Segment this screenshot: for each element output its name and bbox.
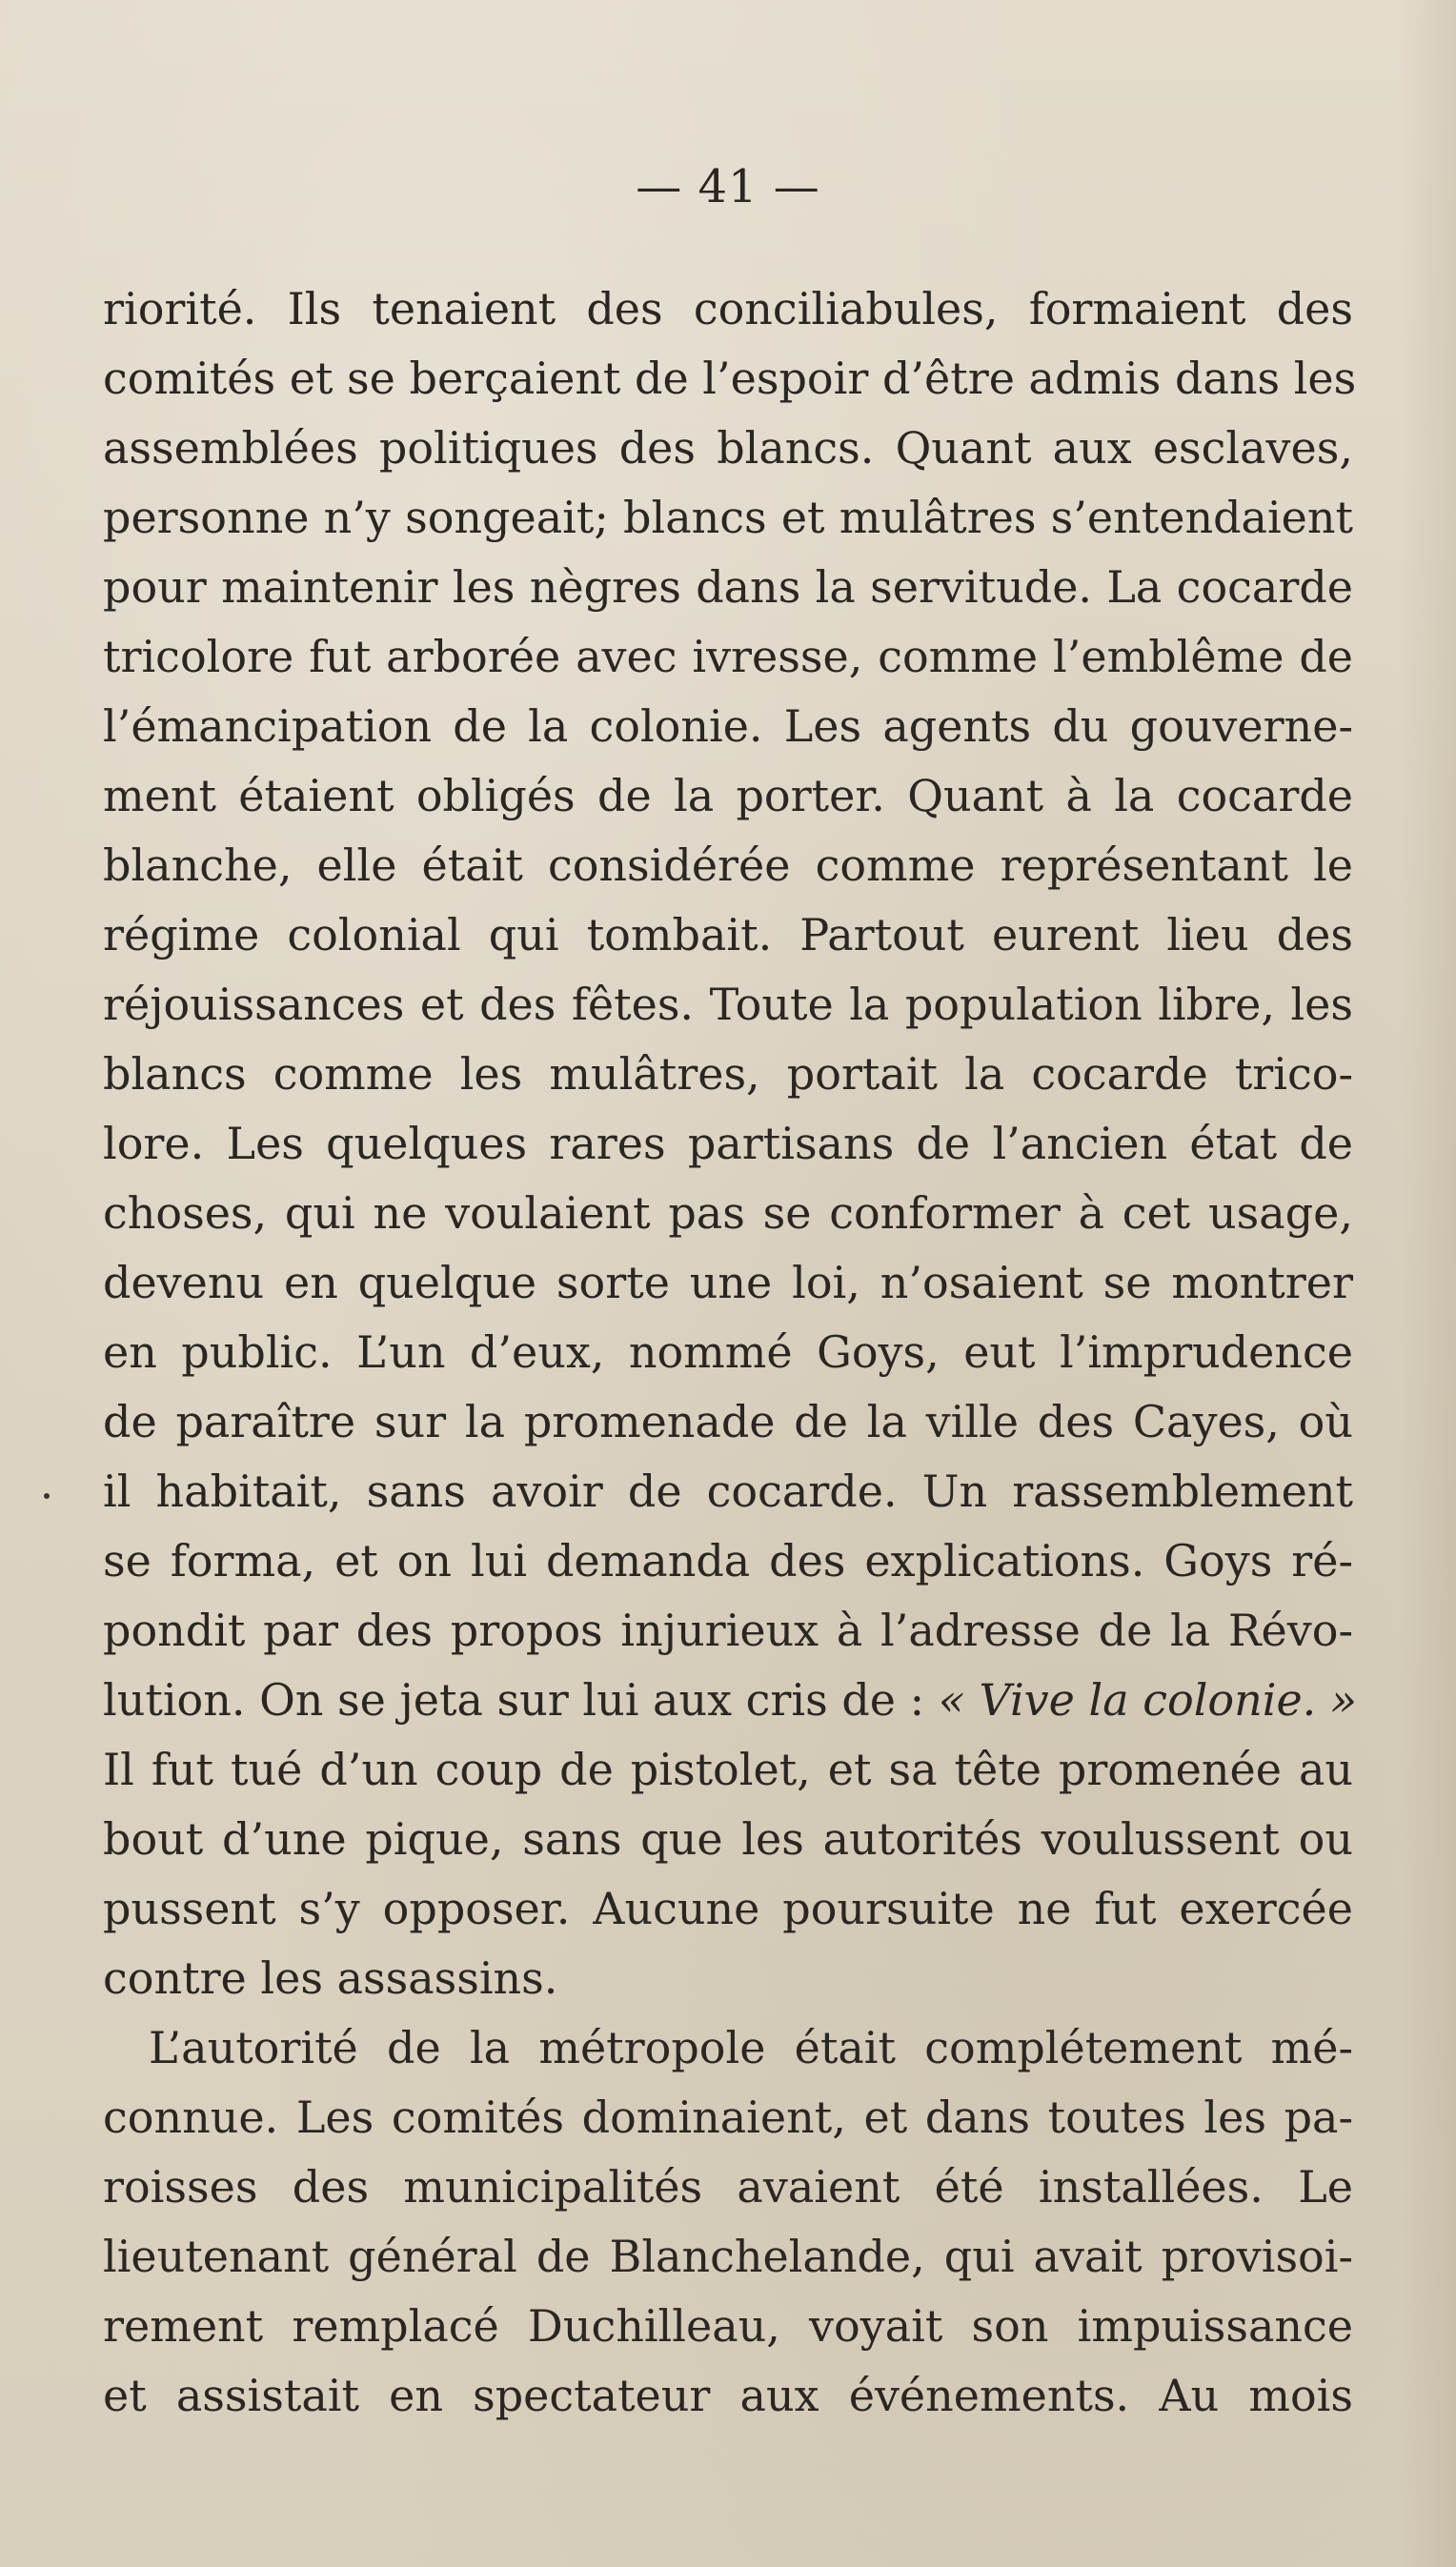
text-line: et assistait en spectateur aux événements. Au mois: [103, 2370, 1353, 2421]
text-line: l’émancipation de la colonie. Les agents du gouverne-: [103, 700, 1353, 752]
text-line: pussent s’y opposer. Aucune poursuite ne fut exercée: [103, 1883, 1353, 1934]
text-line: choses, qui ne voulaient pas se conformer à cet usage,: [103, 1187, 1353, 1239]
text-line: lieutenant général de Blanchelande, qui avait provisoi-: [103, 2231, 1353, 2282]
text-line: contre les assassins.: [103, 1952, 558, 2004]
text-line: régime colonial qui tombait. Partout eurent lieu des: [103, 909, 1353, 960]
text-line: bout d’une pique, sans que les autorités voulussent ou: [103, 1813, 1353, 1865]
text-line: roisses des municipalités avaient été installées. Le: [103, 2161, 1353, 2213]
text-line: pondit par des propos injurieux à l’adresse de la Révo-: [103, 1605, 1353, 1656]
text-line: L’autorité de la métropole était complétement mé-: [149, 2022, 1353, 2073]
text-line: pour maintenir les nègres dans la servitude. La cocarde: [103, 561, 1353, 613]
text-line: blanche, elle était considérée comme représentant le: [103, 839, 1353, 891]
margin-mark: [44, 1493, 50, 1499]
text-line: connue. Les comités dominaient, et dans toutes les pa-: [103, 2092, 1353, 2143]
text-line-with-quote: [103, 1666, 1358, 1735]
paragraph-2: [103, 2013, 1353, 2431]
line-text: lution. On se jeta sur lui aux cris de :: [103, 1674, 939, 1726]
paragraph-1: [103, 274, 1358, 2013]
text-line: il habitait, sans avoir de cocarde. Un rassemblement: [103, 1465, 1353, 1517]
text-line: de paraître sur la promenade de la ville des Cayes, où: [103, 1396, 1353, 1447]
text-line: personne n’y songeait; blancs et mulâtres s’entendaient: [103, 492, 1353, 543]
body-text: [103, 274, 1358, 2431]
text-line: se forma, et on lui demanda des explications. Goys ré-: [103, 1535, 1353, 1587]
text-line: rement remplacé Duchilleau, voyait son impuissance: [103, 2300, 1353, 2352]
text-line: réjouissances et des fêtes. Toute la population libre, les: [103, 979, 1353, 1030]
text-line: blancs comme les mulâtres, portait la cocarde trico-: [103, 1048, 1353, 1100]
text-line: tricolore fut arborée avec ivresse, comme l’emblême de: [103, 631, 1353, 682]
text-line: assemblées politiques des blancs. Quant aux esclaves,: [103, 422, 1353, 474]
text-line: comités et se berçaient de l’espoir d’être admis dans les: [103, 353, 1357, 404]
text-line: ment étaient obligés de la porter. Quant à la cocarde: [103, 770, 1353, 821]
text-line: Il fut tué d’un coup de pistolet, et sa tête promenée au: [103, 1744, 1353, 1795]
page-number: — 41 —: [636, 160, 820, 213]
text-line: devenu en quelque sorte une loi, n’osaient se montrer: [103, 1257, 1353, 1308]
text-line: lore. Les quelques rares partisans de l’ancien état de: [103, 1118, 1353, 1169]
text-line: en public. L’un d’eux, nommé Goys, eut l’imprudence: [103, 1326, 1353, 1378]
text-line: riorité. Ils tenaient des conciliabules, formaient des: [103, 283, 1353, 334]
quoted-cry: « Vive la colonie. »: [938, 1674, 1358, 1726]
